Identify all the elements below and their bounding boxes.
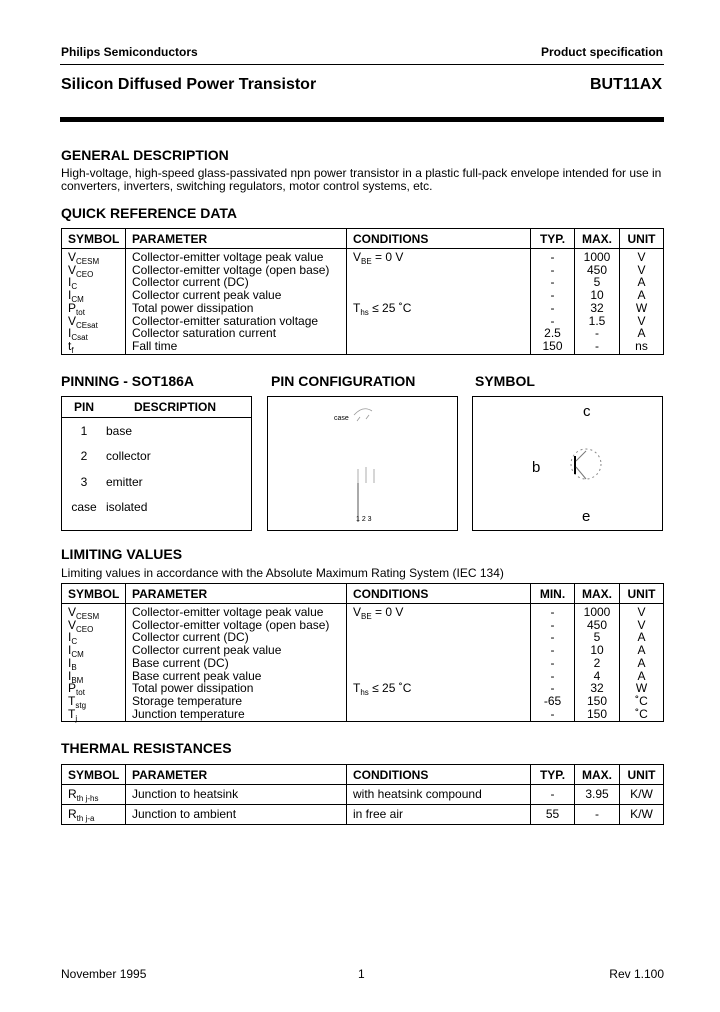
symbol-subscript: tot xyxy=(76,688,85,698)
thermal-resistances-table xyxy=(61,764,664,825)
min-cell: - xyxy=(531,708,575,722)
unit-cell: A xyxy=(620,289,664,302)
min-cell: -65 xyxy=(531,695,575,708)
min-cell: - xyxy=(531,604,575,619)
column-header: MIN. xyxy=(531,584,575,604)
symbol-letter: I xyxy=(68,668,72,683)
general-description-line1: High-voltage, high-speed glass-passivated npn power transistor in a plastic full-pack envelope intended for use in xyxy=(61,166,662,180)
symbol-subscript: stg xyxy=(75,700,87,710)
pinning-heading: PINNING - SOT186A xyxy=(61,373,195,389)
symbol-letter: V xyxy=(68,313,77,328)
max-cell: 10 xyxy=(575,644,620,657)
parameter-cell: Base current peak value xyxy=(126,670,347,683)
pin-row xyxy=(62,469,251,495)
base-label: b xyxy=(532,459,541,476)
condition-value: ≤ 25 ˚C xyxy=(368,300,412,315)
parameter-cell: Storage temperature xyxy=(126,695,347,708)
typ-cell: - xyxy=(531,315,575,328)
unit-cell: K/W xyxy=(620,785,664,805)
conditions-cell xyxy=(347,249,531,264)
unit-cell: W xyxy=(620,682,664,695)
typ-cell: 150 xyxy=(531,340,575,354)
column-header: PARAMETER xyxy=(126,584,347,604)
table-row xyxy=(62,249,664,264)
conditions-cell xyxy=(347,604,531,619)
symbol-subscript: CEO xyxy=(76,269,94,279)
unit-cell: ns xyxy=(620,340,664,354)
document-title: Silicon Diffused Power Transistor xyxy=(61,76,317,93)
pin-row xyxy=(62,495,251,521)
pin-description: isolated xyxy=(106,500,148,515)
symbol-letter: T xyxy=(68,693,76,708)
company-name: Philips Semiconductors xyxy=(61,45,198,59)
column-header: CONDITIONS xyxy=(347,765,531,785)
conditions-cell xyxy=(347,631,531,644)
max-cell: 2 xyxy=(575,657,620,670)
parameter-cell: Total power dissipation xyxy=(126,302,347,315)
unit-cell: W xyxy=(620,302,664,315)
parameter-cell: Collector-emitter voltage (open base) xyxy=(126,619,347,632)
unit-cell: V xyxy=(620,604,664,619)
symbol-subscript: CESM xyxy=(76,257,100,266)
max-cell: 32 xyxy=(575,682,620,695)
symbol-subscript: CM xyxy=(71,295,84,305)
symbol-subscript: BM xyxy=(71,675,84,685)
symbol-subscript: Csat xyxy=(71,333,88,343)
symbol-letter: I xyxy=(68,655,72,670)
column-header: PARAMETER xyxy=(126,765,347,785)
conditions-cell xyxy=(347,695,531,708)
max-cell: 150 xyxy=(575,695,620,708)
conditions-cell xyxy=(347,619,531,632)
max-cell: - xyxy=(575,340,620,354)
case-label: case xyxy=(334,415,349,422)
column-header: PARAMETER xyxy=(126,229,347,249)
unit-cell: A xyxy=(620,670,664,683)
symbol-letter: I xyxy=(68,326,72,341)
parameter-cell: Collector-emitter voltage peak value xyxy=(126,604,347,619)
conditions-cell xyxy=(347,315,531,328)
symbol-letter: V xyxy=(68,605,77,619)
symbol-subscript: C xyxy=(71,637,78,647)
typ-cell: - xyxy=(531,264,575,277)
limiting-values-heading: LIMITING VALUES xyxy=(61,546,183,562)
symbol-cell xyxy=(62,340,126,354)
symbol-subscript: th j-hs xyxy=(76,794,99,803)
pin-number-labels: 1 2 3 xyxy=(356,516,372,523)
condition-value: = 0 V xyxy=(371,250,404,264)
symbol-subscript: CM xyxy=(71,650,84,660)
conditions-cell: with heatsink compound xyxy=(347,785,531,805)
parameter-cell: Collector-emitter voltage (open base) xyxy=(126,264,347,277)
column-header: MAX. xyxy=(575,765,620,785)
symbol-letter: T xyxy=(68,706,76,721)
symbol-letter: V xyxy=(68,617,77,632)
typ-cell: - xyxy=(531,302,575,315)
symbol-subscript: CEO xyxy=(76,624,94,634)
limiting-values-intro: Limiting values in accordance with the Absolute Maximum Rating System (IEC 134) xyxy=(61,566,504,580)
condition-value: = 0 V xyxy=(371,605,404,619)
typ-cell: 2.5 xyxy=(531,327,575,340)
symbol-subscript: tot xyxy=(76,307,85,317)
pin-number: case xyxy=(71,500,97,515)
footer-date: November 1995 xyxy=(61,967,147,981)
pin-description: collector xyxy=(106,449,151,464)
unit-cell: A xyxy=(620,327,664,340)
conditions-cell xyxy=(347,327,531,340)
symbol-letter: P xyxy=(68,300,77,315)
symbol-letter: P xyxy=(68,681,77,696)
pinning-table xyxy=(62,397,251,520)
conditions-cell xyxy=(347,681,531,698)
max-cell: 1000 xyxy=(575,604,620,619)
max-cell: 5 xyxy=(575,276,620,289)
table-row xyxy=(62,708,664,722)
column-header: CONDITIONS xyxy=(347,584,531,604)
table-row xyxy=(62,289,664,302)
unit-cell: A xyxy=(620,631,664,644)
conditions-cell: in free air xyxy=(347,805,531,825)
pinning-col-pin: PIN xyxy=(62,397,106,418)
conditions-cell xyxy=(347,264,531,277)
max-cell: - xyxy=(575,327,620,340)
parameter-cell: Junction temperature xyxy=(126,708,347,722)
conditions-cell xyxy=(347,708,531,722)
symbol-cell xyxy=(62,785,126,805)
min-cell: - xyxy=(531,631,575,644)
collector-label: c xyxy=(583,403,591,420)
pin-configuration-box xyxy=(267,396,458,531)
min-cell: - xyxy=(531,619,575,632)
max-cell: 450 xyxy=(575,619,620,632)
parameter-cell: Collector current (DC) xyxy=(126,631,347,644)
pin-number: 2 xyxy=(80,449,88,464)
table-row xyxy=(62,657,664,670)
symbol-subscript: CEsat xyxy=(76,320,98,330)
parameter-cell: Collector current peak value xyxy=(126,289,347,302)
quick-reference-table xyxy=(61,228,664,355)
condition-symbol: V xyxy=(353,250,362,264)
symbol-letter: V xyxy=(68,250,77,264)
symbol-letter: I xyxy=(68,643,72,658)
condition-subscript: BE xyxy=(361,612,372,621)
max-cell: - xyxy=(575,805,620,825)
pin-number: 1 xyxy=(80,423,88,438)
part-number: BUT11AX xyxy=(589,76,662,93)
column-header: UNIT xyxy=(620,765,664,785)
column-header: UNIT xyxy=(620,229,664,249)
column-header: TYP. xyxy=(531,765,575,785)
max-cell: 150 xyxy=(575,708,620,722)
conditions-cell xyxy=(347,340,531,354)
package-outline-drawing xyxy=(268,397,457,530)
condition-value: ≤ 25 ˚C xyxy=(368,681,412,696)
table-row xyxy=(62,805,664,825)
symbol-letter: t xyxy=(68,338,72,353)
max-cell: 32 xyxy=(575,302,620,315)
table-row xyxy=(62,785,664,805)
unit-cell: V xyxy=(620,264,664,277)
pin-configuration-heading: PIN CONFIGURATION xyxy=(271,373,416,389)
title-rule xyxy=(60,117,664,122)
pinning-col-description: DESCRIPTION xyxy=(106,397,251,418)
footer-revision: Rev 1.100 xyxy=(609,967,664,981)
min-cell: - xyxy=(531,657,575,670)
max-cell: 4 xyxy=(575,670,620,683)
unit-cell: V xyxy=(620,249,664,264)
symbol-letter: I xyxy=(68,630,72,645)
parameter-cell: Junction to heatsink xyxy=(126,785,347,805)
pin-number: 3 xyxy=(80,474,88,489)
column-header: MAX. xyxy=(575,584,620,604)
emitter-label: e xyxy=(582,508,591,525)
parameter-cell: Base current (DC) xyxy=(126,657,347,670)
parameter-cell: Total power dissipation xyxy=(126,682,347,695)
condition-subscript: hs xyxy=(360,688,369,698)
max-cell: 1.5 xyxy=(575,315,620,328)
column-header: TYP. xyxy=(531,229,575,249)
condition-subscript: hs xyxy=(360,307,369,317)
symbol-box xyxy=(472,396,663,531)
parameter-cell: Collector-emitter voltage peak value xyxy=(126,249,347,264)
symbol-subscript: f xyxy=(71,345,74,355)
symbol-cell xyxy=(62,805,126,825)
column-header: SYMBOL xyxy=(62,584,126,604)
parameter-cell: Collector current (DC) xyxy=(126,276,347,289)
conditions-cell xyxy=(347,644,531,657)
column-header: SYMBOL xyxy=(62,229,126,249)
min-cell: - xyxy=(531,682,575,695)
spec-type: Product specification xyxy=(540,45,663,59)
table-row xyxy=(62,604,664,619)
unit-cell: ˚C xyxy=(620,695,664,708)
pin-description: base xyxy=(106,423,133,438)
max-cell: 450 xyxy=(575,264,620,277)
table-row xyxy=(62,644,664,657)
header-rule xyxy=(60,64,664,65)
unit-cell: A xyxy=(620,276,664,289)
unit-cell: K/W xyxy=(620,805,664,825)
general-description-heading: GENERAL DESCRIPTION xyxy=(61,147,229,163)
table-row xyxy=(62,340,664,354)
pin-row xyxy=(62,444,251,470)
min-cell: - xyxy=(531,670,575,683)
symbol-heading: SYMBOL xyxy=(475,373,535,389)
unit-cell: V xyxy=(620,315,664,328)
condition-subscript: BE xyxy=(361,257,372,266)
table-row xyxy=(62,302,664,315)
footer-page-number: 1 xyxy=(358,967,365,981)
pin-row xyxy=(62,418,251,444)
max-cell: 10 xyxy=(575,289,620,302)
symbol-subscript: th j-a xyxy=(76,814,95,823)
parameter-cell: Collector saturation current xyxy=(126,327,347,340)
parameter-cell: Fall time xyxy=(126,340,347,354)
symbol-letter: R xyxy=(68,807,77,821)
conditions-cell xyxy=(347,276,531,289)
column-header: CONDITIONS xyxy=(347,229,531,249)
symbol-cell xyxy=(62,249,126,264)
parameter-cell: Collector current peak value xyxy=(126,644,347,657)
column-header: UNIT xyxy=(620,584,664,604)
min-cell: - xyxy=(531,644,575,657)
transistor-symbol-icon xyxy=(473,397,662,530)
symbol-subscript: C xyxy=(71,282,78,292)
conditions-cell xyxy=(347,657,531,670)
typ-cell: - xyxy=(531,785,575,805)
unit-cell: A xyxy=(620,644,664,657)
quick-reference-heading: QUICK REFERENCE DATA xyxy=(61,205,238,221)
max-cell: 3.95 xyxy=(575,785,620,805)
unit-cell: V xyxy=(620,619,664,632)
unit-cell: A xyxy=(620,657,664,670)
symbol-cell xyxy=(62,604,126,619)
condition-symbol: T xyxy=(353,300,361,315)
symbol-cell xyxy=(62,708,126,722)
typ-cell: - xyxy=(531,276,575,289)
conditions-cell xyxy=(347,302,531,315)
symbol-letter: R xyxy=(68,787,77,801)
typ-cell: 55 xyxy=(531,805,575,825)
general-description-line2: converters, inverters, switching regulators, motor control systems, etc. xyxy=(61,179,433,193)
symbol-letter: I xyxy=(68,275,72,290)
thermal-resistances-heading: THERMAL RESISTANCES xyxy=(61,740,232,756)
parameter-cell: Collector-emitter saturation voltage xyxy=(126,315,347,328)
column-header: SYMBOL xyxy=(62,765,126,785)
symbol-letter: I xyxy=(68,288,72,303)
symbol-letter: V xyxy=(68,262,77,277)
unit-cell: ˚C xyxy=(620,708,664,722)
symbol-subscript: j xyxy=(75,713,78,723)
symbol-subscript: B xyxy=(71,662,77,672)
condition-symbol: T xyxy=(353,681,361,696)
condition-symbol: V xyxy=(353,605,362,619)
column-header: MAX. xyxy=(575,229,620,249)
max-cell: 1000 xyxy=(575,249,620,264)
pinning-box xyxy=(61,396,252,531)
pin-description: emitter xyxy=(106,474,143,489)
typ-cell: - xyxy=(531,289,575,302)
typ-cell: - xyxy=(531,249,575,264)
symbol-subscript: CESM xyxy=(76,612,100,621)
limiting-values-table xyxy=(61,583,664,722)
parameter-cell: Junction to ambient xyxy=(126,805,347,825)
max-cell: 5 xyxy=(575,631,620,644)
